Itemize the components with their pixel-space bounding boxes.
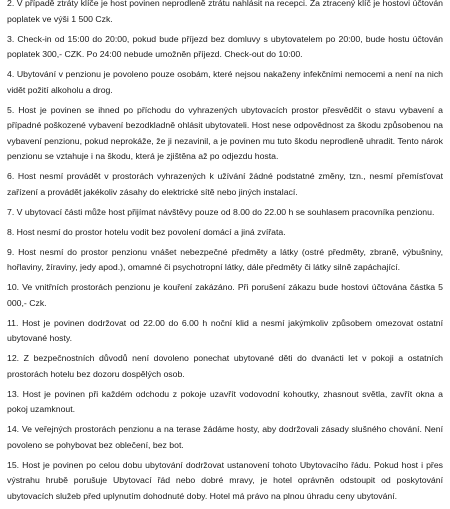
- rule-11: 11. Host je povinen dodržovat od 22.00 do 6.00 h noční klid a nesmí jakýmkoliv způsobem omezovat ostatní ubytované hosty.: [7, 317, 443, 343]
- rule-2: 2. V případě ztráty klíče je host povinen neprodleně ztrátu nahlásit na recepci. Za ztracený klíč je hostovi účtován poplatek ve výši 1 500 Czk.: [7, 0, 443, 24]
- rule-12: 12. Z bezpečnostních důvodů není dovoleno ponechat ubytované děti do dvanácti let v pokoji a ostatních prostorách hotelu bez dozoru dospělých osob.: [7, 353, 443, 379]
- rule-7: 7. V ubytovací části může host přijímat návštěvy pouze od 8.00 do 22.00 h se souhlasem pracovníka penzionu.: [7, 206, 435, 217]
- rule-14: 14. Ve veřejných prostorách penzionu a na terase žádáme hosty, aby dodržovali zásady slušného chování. Není povoleno se pohybovat bez oblečení, bez bot.: [7, 424, 443, 450]
- accommodation-rules-list: [7, 0, 443, 509]
- rule-15: 15. Host je povinen po celou dobu ubytování dodržovat ustanovení tohoto Ubytovacího řádu. Pokud host i přes výstrahu hrubě porušuje Ubytovací řád nebo dobré mravy, je hotel oprávněn odstoupit od poskytování ubytovacích služeb před uplynutím dohodnuté doby. Hotel má právo na plnou úhradu ceny ubytování.: [7, 459, 443, 501]
- rule-9: 9. Host nesmí do prostor penzionu vnášet nebezpečné předměty a látky (ostré předměty, zbraně, výbušniny, hořlaviny, žíraviny, jedy apod.), omamné či psychotropní látky, dále předměty či látky silně zapáchající.: [7, 246, 443, 272]
- rule-5: 5. Host je povinen se ihned po příchodu do vyhrazených ubytovacích prostor přesvědčit o stavu vybavení a případné poškozené vybavení bezodkladně ohlásit ubytovateli. Host nese odpovědnost za škodu způsobenou na vybavení penzionu, pokud neprokáže, že ji nezavinil, a je povinen mu tuto škodu neprodleně uhradit. Tento nárok penzionu se vztahuje i na škodu, která je zjištěna až po odjezdu hosta.: [7, 104, 443, 161]
- rule-6: 6. Host nesmí provádět v prostorách vyhrazených k užívání žádné podstatné změny, tzn., nesmí přemísťovat zařízení a provádět jakékoliv zásahy do elektrické sítě nebo jiných instalací.: [7, 171, 443, 197]
- rule-4: 4. Ubytování v penzionu je povoleno pouze osobám, které nejsou nakaženy infekčními nemocemi a není na nich vidět požití alkoholu a drog.: [7, 69, 443, 95]
- rule-8: 8. Host nesmí do prostor hotelu vodit bez povolení domácí a jiná zvířata.: [7, 226, 286, 237]
- rule-10: 10. Ve vnitřních prostorách penzionu je kouření zakázáno. Při porušení zákazu bude hostovi účtována částka 5 000,- Czk.: [7, 282, 443, 308]
- rule-3: 3. Check-in od 15:00 do 20:00, pokud bude příjezd bez domluvy s ubytovatelem po 20:00, bude hostu účtován poplatek 300,- CZK. Po 24:00 nebude umožněn příjezd. Check-out do 10:00.: [7, 33, 443, 59]
- rule-13: 13. Host je povinen při každém odchodu z pokoje uzavřít vodovodní kohoutky, zhasnout světla, zavřít okna a pokoj uzamknout.: [7, 388, 443, 414]
